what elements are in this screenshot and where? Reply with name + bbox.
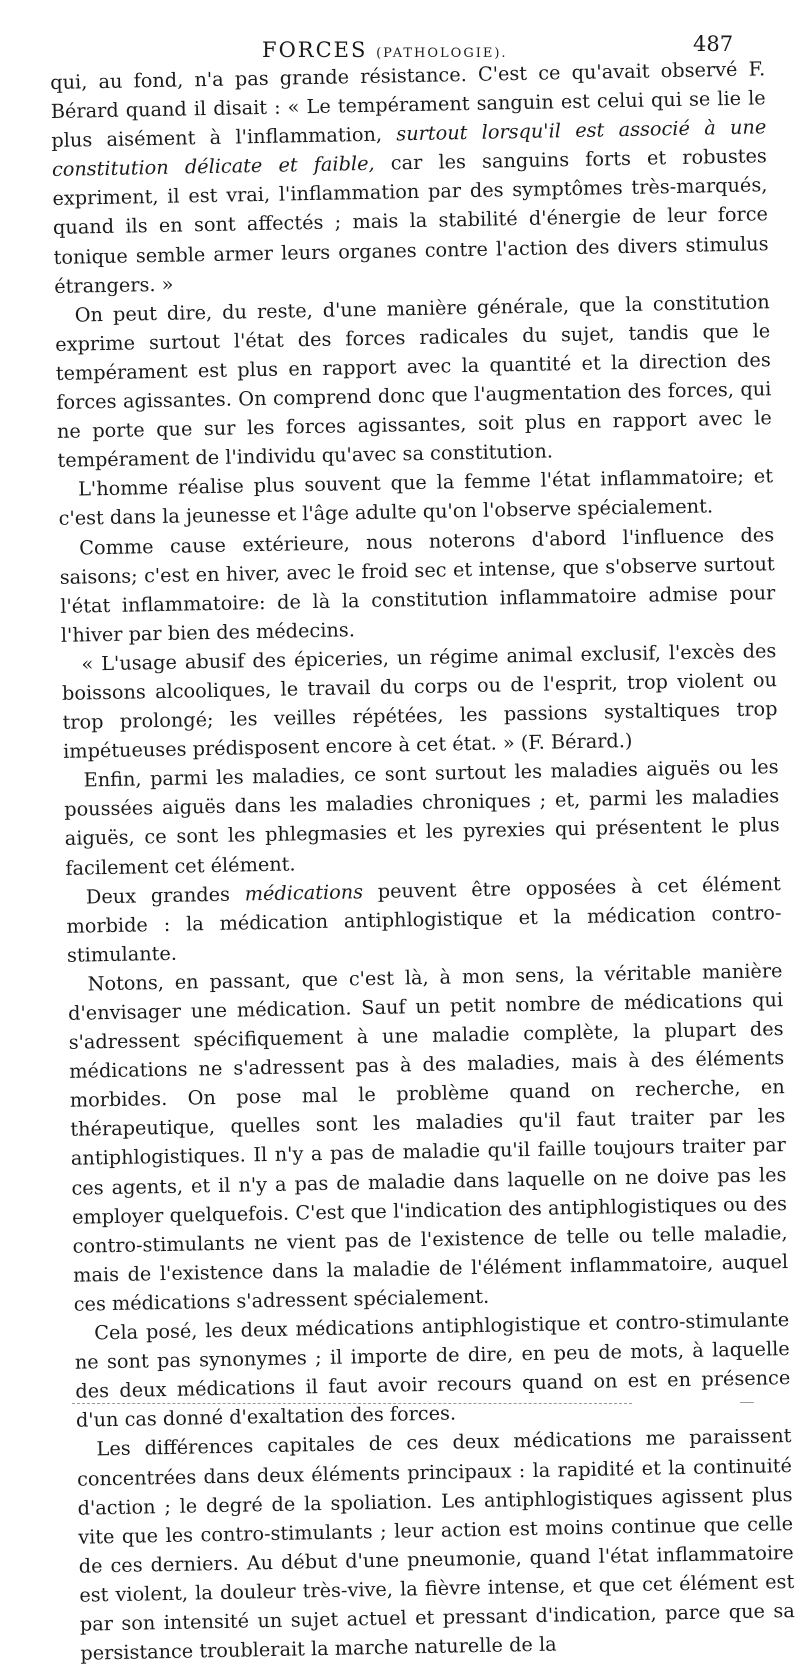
paragraph-10: Les différences capitales de ces deux médications me paraissent concentrées dans deux éléments principaux : la rapidité et la continuité d'action ; le degré de la spoliation. Les antiphlogistiques agissent plus vite que les contro-stimulants ; leur action est moins continue que celle de ces derniers. Au début d'une pneumonie, quand l'état inflammatoire est violent, la douleur très-vive, la fièvre intense, et que cet élément est par son intensité un sujet actuel et pressant d'indication, parce que sa persistance troublerait la marche naturelle de la — [76, 1424, 795, 1665]
paragraph-1-italic: surtout lorsqu'il est associé à une constitution délicate et faible, — [51, 115, 767, 182]
page-number: 487 — [693, 32, 734, 56]
paragraph-7-text-a: Deux grandes — [85, 882, 245, 909]
paragraph-6: Enfin, parmi les maladies, ce sont surtout les maladies aiguës ou les poussées aiguës dans les maladies chroniques ; et, parmi les maladies aiguës, ce sont les phlegmasies et les pyrexies qui présentent le plus facilement cet élément. — [64, 755, 780, 880]
paragraph-3: L'homme réalise plus souvent que la femme l'état inflammatoire; et c'est dans la jeunesse et l'âge adulte qu'on l'observe spécialement. — [58, 464, 774, 531]
paragraph-1-text-c: car les sanguins forts et robustes expriment, il est vrai, l'inflammation par des symptômes très-marqués, quand ils en sont affectés ; mais la stabilité d'énergie de leur force tonique semble armer leurs organes contre l'action des divers stimulus étrangers. » — [52, 144, 769, 298]
paragraph-5-quote: « L'usage abusif des épiceries, un régime animal exclusif, l'excès des boissons alcooliques, le travail du corps ou de l'esprit, trop violent ou trop prolongé; les veilles répétées, les passions systaltiques trop impétueuses prédisposent encore à cet état. » (F. Bérard.) — [61, 639, 778, 764]
paragraph-7 — [66, 869, 783, 970]
paragraph-4: Comme cause extérieure, nous noterons d'abord l'influence des saisons; c'est en hiver, avec le froid sec et intense, que s'observe surtout l'état inflammatoire: de là la constitution inflammatoire admise pour l'hiver par bien des médecins. — [59, 522, 776, 647]
running-title — [262, 38, 508, 62]
running-title-main: FORCES — [262, 38, 368, 62]
paragraph-1 — [50, 54, 769, 300]
paragraph-8: Notons, en passant, que c'est là, à mon sens, la véritable manière d'envisager une médication. Sauf un petit nombre de médications qui s'adressent spécifiquement à une maladie complète, la plupart des médications ne s'adressent pas à des maladies, mais à des éléments morbides. On pose mal le problème quand on recherche, en thérapeutique, quelles sont les maladies qu'il faut traiter par les antiphlogistiques. Il n'y a pas de maladie qu'il faille toujours traiter par ces agents, et il n'y a pas de maladie dans laquelle on ne doive pas les employer quelquefois. C'est que l'indication des antiphlogistiques ou des contro-stimulants ne vient pas de l'existence de telle ou telle maladie, mais de l'existence dans la maladie de l'élément inflammatoire, auquel ces médications s'adressent spécialement. — [67, 959, 789, 1316]
paragraph-9: Cela posé, les deux médications antiphlogistique et contro-stimulante ne sont pas synonymes ; il importe de dire, en peu de mots, à laquelle des deux médications il faut avoir recours quand on est en présence d'un cas donné d'exaltation des forces. — [74, 1308, 791, 1433]
footer-mark — [740, 1402, 754, 1403]
running-title-subtitle: (PATHOLOGIE). — [376, 46, 508, 61]
paragraph-1-text-a: qui, au fond, n'a pas grande résistance. C'est ce qu'avait observé F. Bérard quand il disait : « Le tempérament sanguin est celui qui se lie le plus aisément à l'inflammation, — [50, 57, 766, 153]
paragraph-7-italic: médications — [244, 879, 364, 906]
footer-rule — [72, 1403, 632, 1404]
paragraph-7-text-c: peuvent être opposées à cet élément morbide : la médication antiphlogistique et la médication contro-stimulante. — [66, 871, 782, 967]
paragraph-2: On peut dire, du reste, d'une manière générale, que la constitution exprime surtout l'état des forces radicales du sujet, tandis que le tempérament est plus en rapport avec la quantité et la direction des forces agissantes. On comprend donc que l'augmentation des forces, qui ne porte que sur les forces agissantes, soit plus en rapport avec le tempérament de l'individu qu'avec sa constitution. — [55, 289, 773, 473]
body-text — [50, 54, 796, 1668]
